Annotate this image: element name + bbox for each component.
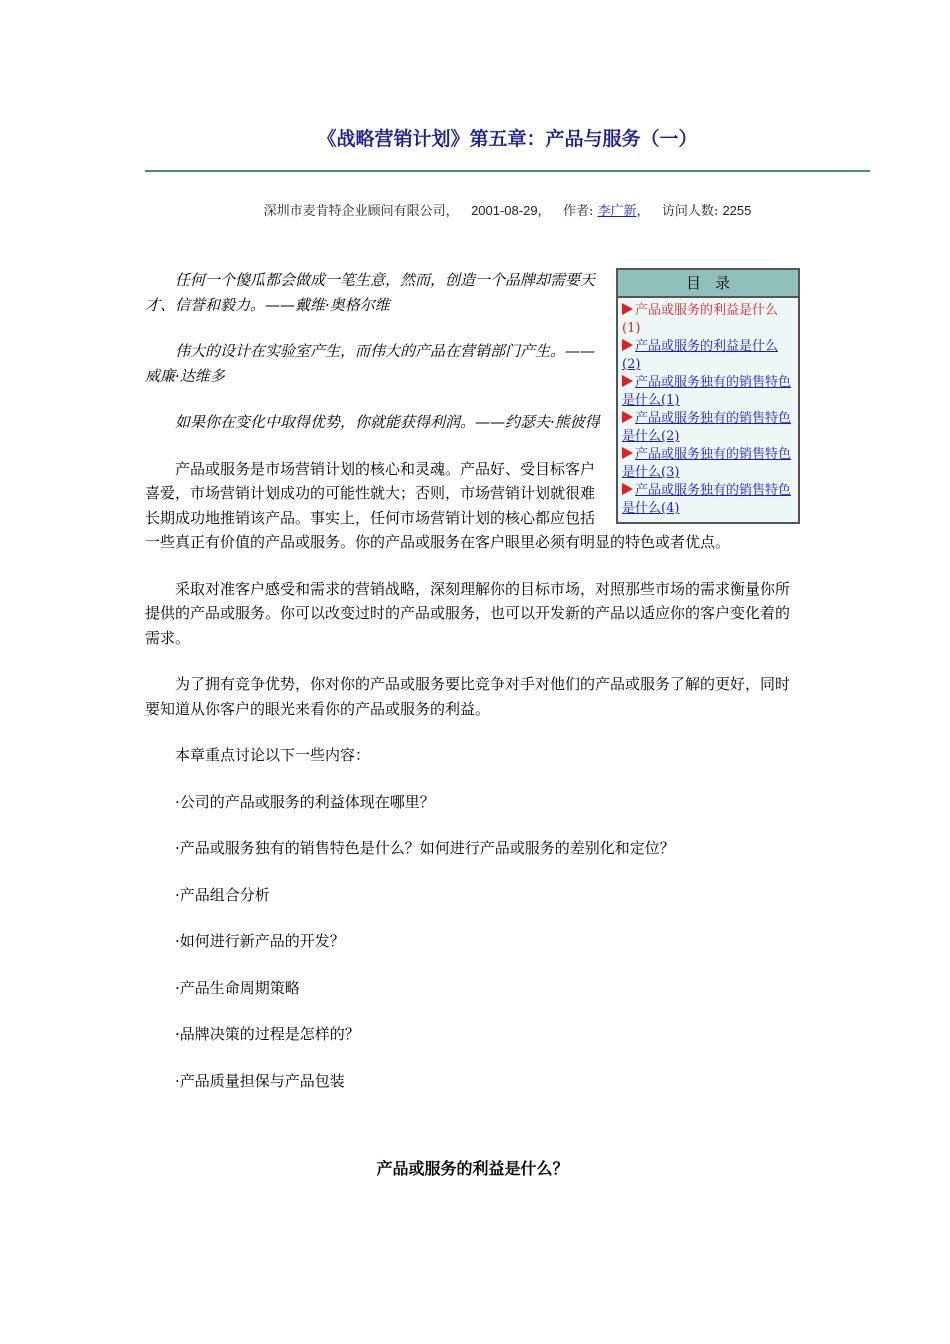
meta-author-label: 作者: [562, 204, 598, 219]
toc-item[interactable] [622, 338, 795, 374]
arrow-right-icon [622, 447, 633, 459]
title-divider [145, 170, 870, 172]
meta-visits-label: 访问人数: [661, 204, 723, 219]
toc-link[interactable]: 产品或服务独有的销售特色是什么(1) [622, 375, 792, 408]
toc-item[interactable] [622, 482, 795, 518]
arrow-right-icon [622, 483, 633, 495]
body-paragraph: 产品或服务是市场营销计划的核心和灵魂。产品好、受目标客户喜爱，市场营销计划成功的可能性就大；否则，市场营销计划就很难长期成功地推销该产品。事实上，任何市场营销计划的核心都应包括一些真正有价值的产品或服务。你的产品或服务在客户眼里必须有明显的特色或者优点。 [145, 459, 731, 551]
arrow-right-icon [622, 339, 633, 351]
arrow-right-icon [622, 303, 633, 315]
topic-item: ·品牌决策的过程是怎样的？ [175, 1025, 360, 1043]
quote-paragraph: 伟大的设计在实验室产生，而伟大的产品在营销部门产生。——威廉·达维多 [145, 342, 596, 385]
section-heading: 产品或服务的利益是什么？ [376, 1159, 569, 1178]
article-meta [145, 200, 870, 219]
toc-item[interactable] [622, 374, 795, 410]
toc-list [618, 298, 798, 522]
body-paragraph: 采取对准客户感受和需求的营销战略，深刻理解你的目标市场，对照那些市场的需求衡量你所提供的产品或服务。你可以改变过时的产品或服务，也可以开发新的产品以适应你的客户变化着的需求。 [145, 579, 791, 647]
toc-header: 目录 [618, 270, 798, 298]
toc-link[interactable]: 产品或服务独有的销售特色是什么(4) [622, 483, 792, 516]
topic-item: ·产品生命周期策略 [175, 978, 300, 997]
author-link[interactable]: 李广新 [597, 204, 637, 219]
topic-item: ·公司的产品或服务的利益体现在哪里？ [175, 792, 435, 811]
toc-link[interactable]: 产品或服务的利益是什么(2) [622, 339, 779, 372]
body-paragraph: 为了拥有竞争优势，你对你的产品或服务要比竞争对手对他们的产品或服务了解的更好，同时要知道从你客户的眼光来看你的产品或服务的利益。 [145, 675, 791, 718]
toc-item[interactable] [622, 446, 795, 482]
toc-item[interactable] [622, 410, 795, 446]
body-paragraph: 本章重点讨论以下一些内容： [175, 746, 371, 764]
quote-paragraph: 如果你在变化中取得优势，你就能获得利润。——约瑟夫·熊彼得 [175, 413, 600, 431]
meta-visits-count: 2255 [722, 203, 752, 218]
topic-item: ·如何进行新产品的开发？ [175, 932, 345, 950]
article-body [145, 268, 800, 1115]
toc-link[interactable]: 产品或服务独有的销售特色是什么(3) [622, 447, 792, 480]
topic-item: ·产品或服务独有的销售特色是什么？如何进行产品或服务的差别化和定位？ [175, 839, 675, 857]
toc-item[interactable] [622, 302, 795, 338]
meta-company: 深圳市麦肯特企业顾问有限公司， [263, 204, 459, 219]
arrow-right-icon [622, 375, 633, 387]
meta-date: 2001-08-29， [471, 203, 551, 218]
arrow-right-icon [622, 411, 633, 423]
table-of-contents [616, 268, 800, 524]
meta-author-suffix: ， [636, 204, 650, 219]
quote-paragraph: 任何一个傻瓜都会做成一笔生意，然而，创造一个品牌却需要天才、信誉和毅力。——戴维·奥格尔维 [145, 271, 596, 314]
toc-link[interactable]: 产品或服务独有的销售特色是什么(2) [622, 411, 792, 444]
page-title: 《战略营销计划》第五章：产品与服务（一） [317, 128, 698, 150]
topic-item: ·产品组合分析 [175, 885, 270, 904]
toc-link[interactable]: 产品或服务的利益是什么(1) [622, 303, 779, 336]
topic-item: ·产品质量担保与产品包装 [175, 1071, 345, 1090]
